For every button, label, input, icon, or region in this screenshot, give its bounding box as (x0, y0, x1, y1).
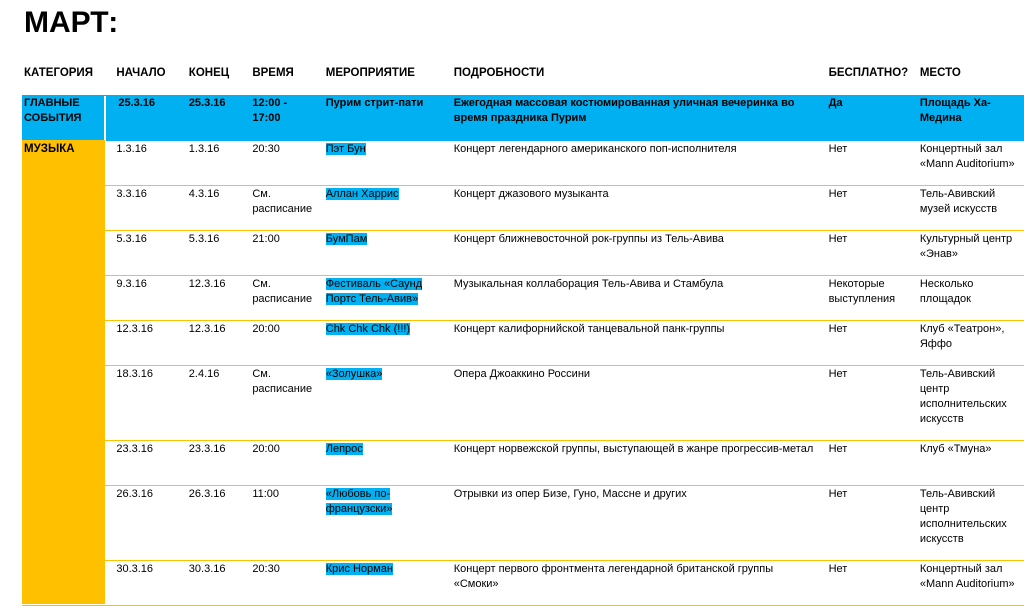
event-link[interactable]: Пэт Бун (325, 143, 366, 155)
start-cell: 23.3.16 (116, 443, 154, 455)
free-cell: Нет (828, 188, 848, 200)
place-cell: Тель-Авивский центр исполнительских искусств (919, 368, 1007, 425)
end-cell: 12.3.16 (188, 278, 226, 290)
column-header: ПОДРОБНОСТИ (453, 67, 545, 79)
end-cell: 2.4.16 (188, 368, 220, 380)
free-cell: Нет (828, 563, 848, 575)
end-cell: 23.3.16 (188, 443, 226, 455)
end-cell: 12.3.16 (188, 323, 226, 335)
column-header: НАЧАЛО (116, 67, 166, 79)
category-cell (22, 442, 104, 485)
free-cell: Нет (828, 233, 848, 245)
column-header: МЕРОПРИЯТИЕ (325, 67, 415, 79)
event-cell (322, 187, 450, 230)
event-link[interactable]: Фестиваль «Саунд Портс Тель-Авив» (325, 278, 423, 305)
place: Площадь Ха-Медина (919, 97, 991, 124)
start-cell: 5.3.16 (116, 233, 147, 245)
event-link[interactable]: «Любовь по-французски» (325, 488, 393, 515)
event-cell (322, 232, 450, 275)
table-row (22, 276, 1024, 321)
table-row (22, 561, 1024, 606)
category-cell (22, 322, 104, 365)
event-cell (322, 442, 450, 485)
details-cell: Концерт джазового музыканта (453, 188, 609, 200)
event-link[interactable]: Chk Chk Chk (!!!) (325, 323, 411, 335)
time: 12:00 - 17:00 (252, 97, 288, 124)
time-cell: 20:30 (252, 563, 280, 575)
start-cell: 12.3.16 (116, 323, 154, 335)
category-cell (22, 487, 104, 560)
free-cell: Нет (828, 143, 848, 155)
free-cell: Нет (828, 323, 848, 335)
time-cell: 21:00 (252, 233, 280, 245)
details-cell: Концерт калифорнийской танцевальной панк-группы (453, 323, 725, 335)
free: Да (828, 97, 843, 109)
table-row (22, 441, 1024, 486)
table-row (22, 366, 1024, 441)
details-cell: Опера Джоаккино Россини (453, 368, 591, 380)
start-cell: 9.3.16 (116, 278, 147, 290)
event-cell (322, 562, 450, 605)
event-cell (322, 142, 450, 185)
start-cell: 3.3.16 (116, 188, 147, 200)
place-cell: Концертный зал «Mann Auditorium» (919, 143, 1015, 170)
column-header: МЕСТО (919, 67, 961, 79)
start-cell: 18.3.16 (116, 368, 154, 380)
column-header: БЕСПЛАТНО? (828, 67, 909, 79)
time-cell: 20:30 (252, 143, 280, 155)
event-link[interactable]: БумПам (325, 233, 368, 245)
column-header: КОНЕЦ (188, 67, 230, 79)
event-link[interactable]: Крис Норман (325, 563, 393, 575)
place-cell: Тель-Авивский музей искусств (919, 188, 998, 215)
end-cell: 4.3.16 (188, 188, 220, 200)
events-table (22, 66, 1024, 606)
free-cell: Нет (828, 443, 848, 455)
place-cell: Культурный центр «Энав» (919, 233, 1013, 260)
table-row (22, 231, 1024, 276)
event-link[interactable]: Аллан Харрис (325, 188, 399, 200)
start-cell: 30.3.16 (116, 563, 154, 575)
details-cell: Концерт легендарного американского поп-исполнителя (453, 143, 737, 155)
category-cell (22, 277, 104, 320)
details-cell: Концерт норвежской группы, выступающей в жанре прогрессив-метал (453, 443, 814, 455)
category-cell (22, 142, 104, 185)
place-cell: Несколько площадок (919, 278, 974, 305)
start-date: 25.3.16 (104, 96, 184, 141)
event-name: Пурим стрит-пати (325, 97, 424, 109)
event-cell (322, 277, 450, 320)
event-cell (322, 322, 450, 365)
place-cell: Концертный зал «Mann Auditorium» (919, 563, 1015, 590)
category-cell (22, 562, 104, 605)
details-cell: Концерт ближневосточной рок-группы из Тель-Авива (453, 233, 724, 245)
details-cell: Музыкальная коллаборация Тель-Авива и Стамбула (453, 278, 724, 290)
page-title: МАРТ: (24, 6, 119, 39)
end-cell: 5.3.16 (188, 233, 220, 245)
table-row (22, 321, 1024, 366)
start-cell: 26.3.16 (116, 488, 154, 500)
category-cell (22, 187, 104, 230)
end-cell: 1.3.16 (188, 143, 220, 155)
table-row (22, 186, 1024, 231)
table-row (22, 141, 1024, 186)
time-cell: 11:00 (252, 488, 280, 500)
event-cell (322, 367, 450, 440)
free-cell: Некоторые выступления (828, 278, 896, 305)
main-event-row (22, 95, 1024, 141)
start-cell: 1.3.16 (116, 143, 147, 155)
category-main: ГЛАВНЫЕ СОБЫТИЯ (24, 97, 82, 124)
details-cell: Концерт первого фронтмента легендарной британской группы «Смоки» (453, 563, 774, 590)
details: Ежегодная массовая костюмированная уличная вечеринка во время праздника Пурим (453, 97, 795, 124)
time-cell: 20:00 (252, 323, 280, 335)
category-cell (22, 367, 104, 440)
free-cell: Нет (828, 368, 848, 380)
place-cell: Тель-Авивский центр исполнительских искусств (919, 488, 1007, 545)
column-header: КАТЕГОРИЯ (24, 67, 93, 79)
details-cell: Отрывки из опер Бизе, Гуно, Массне и других (453, 488, 687, 500)
header-row (22, 66, 1024, 95)
place-cell: Клуб «Тмуна» (919, 443, 992, 455)
place-cell: Клуб «Театрон», Яффо (919, 323, 1005, 350)
column-header: ВРЕМЯ (252, 67, 294, 79)
event-link[interactable]: Лепрос (325, 443, 363, 455)
free-cell: Нет (828, 488, 848, 500)
time-cell: 20:00 (252, 443, 280, 455)
table-row (22, 486, 1024, 561)
end-cell: 30.3.16 (188, 563, 226, 575)
end-cell: 26.3.16 (188, 488, 226, 500)
time-cell: См. расписание (252, 368, 313, 395)
time-cell: См. расписание (252, 188, 313, 215)
time-cell: См. расписание (252, 278, 313, 305)
end-date: 25.3.16 (188, 97, 226, 109)
category-cell (22, 232, 104, 275)
event-cell (322, 487, 450, 560)
event-link[interactable]: «Золушка» (325, 368, 383, 380)
category-music: МУЗЫКА (22, 140, 105, 604)
